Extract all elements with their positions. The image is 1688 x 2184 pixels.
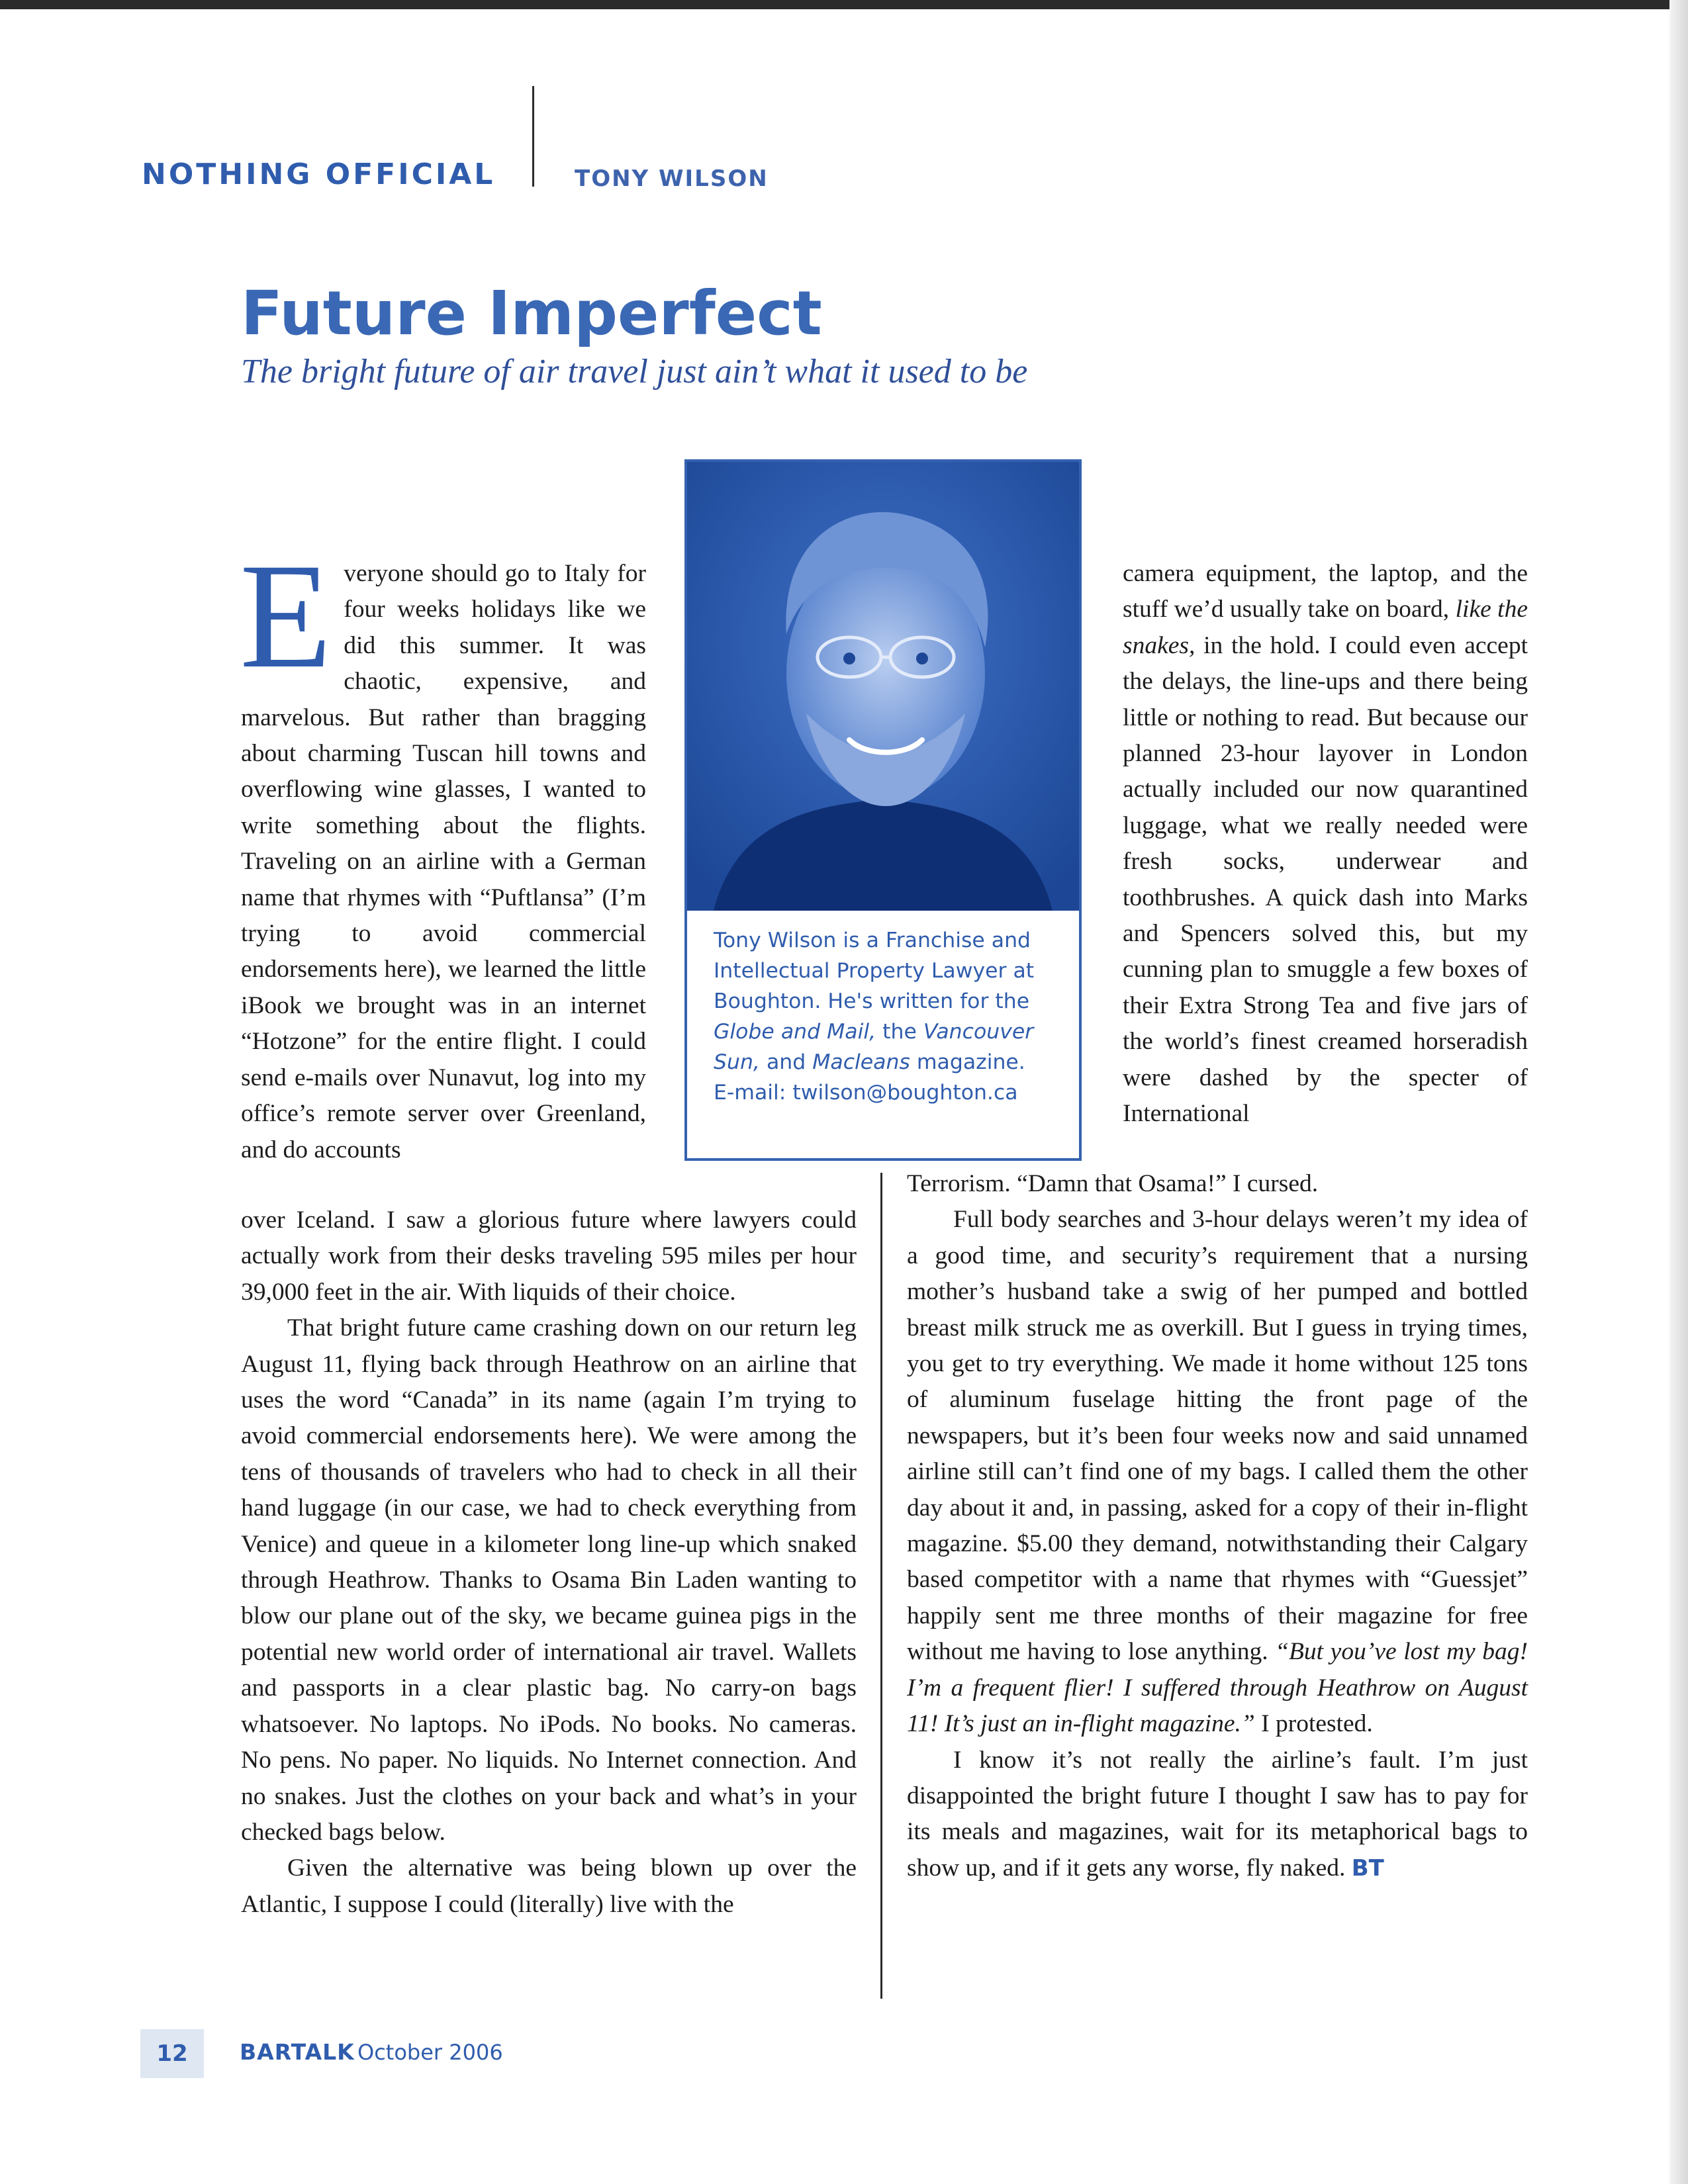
portrait-illustration — [687, 462, 1079, 911]
article-subtitle: The bright future of air travel just ain’t what it used to be — [241, 353, 1028, 390]
issue-date: October 2006 — [357, 2040, 503, 2065]
paragraph-5 — [907, 1202, 1528, 1742]
column-rule — [880, 1173, 882, 1999]
bio-text-4: magazine. — [916, 1050, 1025, 1074]
paragraph-3: Given the alternative was being blown up over the Atlantic, I suppose I could (literally) live with the — [241, 1854, 857, 1918]
paragraph-5-text: Full body searches and 3-hour delays weren’t my idea of a good time, and security’s requirement that a nursing mother’s husband take a swig of her pumped and bottled breast milk struck me as overkill. But I guess in trying times, you get to try everything. We made it home without 125 tons of aluminum fuselage hitting the front page of the newspapers, but it’s been four weeks now and said unnamed airline still can’t find one of my bags. I called them the other day about it and, in passing, asked for a copy of their in-flight magazine. $5.00 they demand, notwithstanding their Calgary based competitor with a name that rhymes with “Guessjet” happily sent me three months of their magazine for free without me having to lose anything. — [907, 1206, 1528, 1666]
author-photo — [687, 462, 1079, 911]
right-text-a: camera equipment, the laptop, and the stuff we’d usually take on board, — [1123, 560, 1528, 623]
bio-text-3: and — [766, 1050, 806, 1074]
page-number: 12 — [140, 2029, 204, 2078]
right-column-top — [1123, 556, 1528, 1132]
right-text-b: in the hold. I could even accept the delays, the line-ups and there being little or nothing to read. But because our planned 23-hour layover in London actually included our now quarantined luggage, what we really needed were fresh socks, underwear and toothbrushes. A quick dash into Marks and Spencers solved this, but my cunning plan to smuggle a few boxes of their Extra Strong Tea and five jars of the world’s finest creamed horseradish were dashed by the specter of International — [1123, 631, 1528, 1128]
paragraph-1-end: over Iceland. I saw a glorious future where lawyers could actually work from their desks traveling 595 miles per hour 39,000 feet in the air. With liquids of their choice. — [241, 1206, 857, 1306]
bio-text-1: Tony Wilson is a Franchise and Intellectual Property Lawyer at Boughton. He's written for the — [714, 929, 1035, 1013]
bio-publication-2: Vancouver Sun, — [714, 1020, 1034, 1074]
bio-email: E-mail: twilson@boughton.ca — [714, 1081, 1018, 1105]
left-column-top — [240, 533, 646, 1168]
intro-text: veryone should go to Italy for four weeks holidays like we did this summer. It was chaotic, expensive, and marvelous. But rather than bragging about charming Tuscan hill towns and overflowing wine glasses, I wanted to write something about the flights. Traveling on an airline with a German name that rhymes with “Puftlansa” (I’m trying to avoid commercial endorsements here), we learned the little iBook we brought was in an internet “Hotzone” for the entire flight. I could send e-mails over Nunavut, log into my office’s remote server over Greenland, and do accounts — [241, 560, 646, 1163]
left-column-bottom — [241, 1203, 857, 1923]
section-label: NOTHING OFFICIAL — [142, 158, 496, 191]
bio-publication-3: Macleans — [812, 1050, 910, 1074]
paragraph-5-quote: “But you’ve lost my bag! I’m a frequent flier! I suffered through Heathrow on August 11! It’s just an in-flight magazine.” — [907, 1638, 1528, 1738]
author-label: TONY WILSON — [575, 165, 769, 192]
right-column-bottom — [907, 1166, 1528, 1886]
header-divider — [532, 86, 534, 187]
end-mark: BT — [1351, 1854, 1384, 1882]
paragraph-6 — [907, 1743, 1528, 1887]
publication-name: BARTALK — [240, 2039, 355, 2065]
author-bio — [714, 925, 1064, 1108]
drop-cap: E — [240, 533, 332, 700]
scan-top-edge — [0, 0, 1688, 9]
article-title: Future Imperfect — [241, 278, 822, 349]
bio-text-2: the — [882, 1020, 917, 1044]
scan-right-edge — [1669, 0, 1688, 2184]
bio-publication-1: Globe and Mail, — [714, 1020, 876, 1044]
author-photo-box — [684, 459, 1082, 1161]
paragraph-5-end: I protested. — [1261, 1710, 1373, 1738]
paragraph-6-text: I know it’s not really the airline’s fault. I’m just disappointed the bright future I thought I saw has to pay for its meals and magazines, wait for its metaphorical bags to show up, and if it gets any worse, fly naked. — [907, 1746, 1528, 1882]
paragraph-2: That bright future came crashing down on our return leg August 11, flying back through Heathrow on an airline that uses the word “Canada” in its name (again I’m trying to avoid commercial endorsements here). We were among the tens of thousands of travelers who had to check in all their hand luggage (in our case, we had to check everything from Venice) and queue in a kilometer long line-up which snaked through Heathrow. Thanks to Osama Bin Laden wanting to blow our plane out of the sky, we became guinea pigs in the potential new world order of international air travel. Wallets and passports in a clear plastic bag. No carry-on bags whatsoever. No laptops. No iPods. No books. No cameras. No pens. No paper. No liquids. No Internet connection. And no snakes. Just the clothes on your back and what’s in your checked bags below. — [241, 1314, 857, 1846]
paragraph-4-end: Terrorism. “Damn that Osama!” I cursed. — [907, 1170, 1319, 1197]
right-text-italic: like the snakes, — [1123, 596, 1528, 659]
